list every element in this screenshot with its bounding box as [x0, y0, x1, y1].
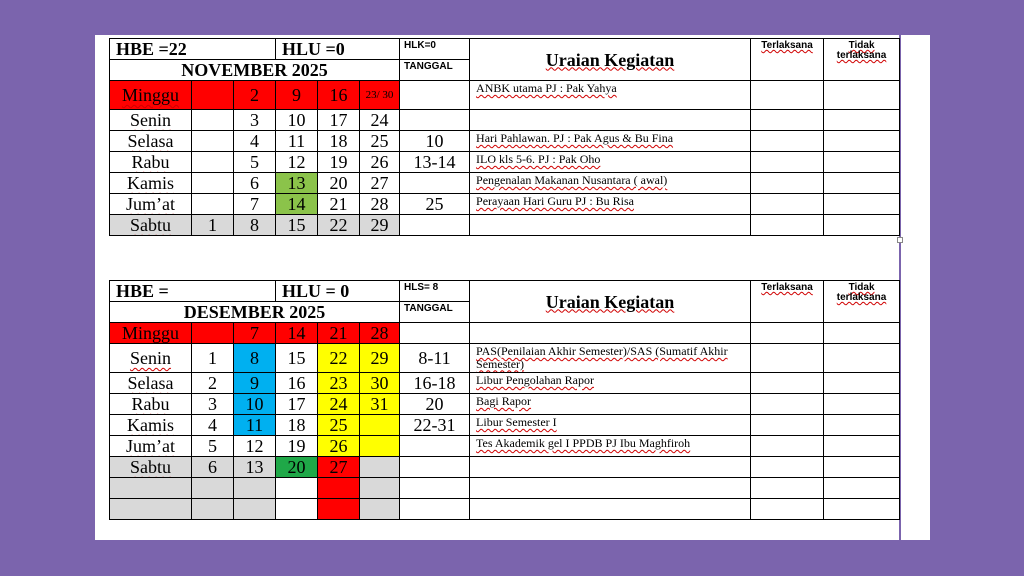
date-cell: 5 [234, 152, 276, 173]
hlk-label: HLK=0 [400, 39, 470, 60]
hlu-label: HLU = 0 [276, 281, 400, 302]
tanggal-cell [400, 436, 470, 457]
activity-cell: Hari Pahlawan. PJ : Pak Agus & Bu Fina [470, 131, 751, 152]
terlaksana-cell [751, 415, 824, 436]
tidak-terlaksana-header: Tidak terlaksana [824, 281, 900, 323]
terlaksana-cell [751, 110, 824, 131]
date-cell: 7 [234, 194, 276, 215]
date-cell: 6 [192, 457, 234, 478]
terlaksana-cell [751, 323, 824, 344]
month-title: DESEMBER 2025 [110, 302, 400, 323]
tidak-terlaksana-cell [824, 323, 900, 344]
day-label: Kamis [110, 415, 192, 436]
tanggal-cell: 20 [400, 394, 470, 415]
activity-cell: Perayaan Hari Guru PJ : Bu Risa [470, 194, 751, 215]
tanggal-cell [400, 323, 470, 344]
activity-cell [470, 110, 751, 131]
day-label: Minggu [110, 323, 192, 344]
date-cell: 11 [276, 131, 318, 152]
day-label: Rabu [110, 394, 192, 415]
date-cell: 22 [318, 344, 360, 373]
empty-cell [110, 499, 192, 520]
date-cell: 2 [192, 373, 234, 394]
date-cell: 8 [234, 344, 276, 373]
terlaksana-cell [751, 436, 824, 457]
terlaksana-cell [751, 344, 824, 373]
december-calendar-table [109, 280, 900, 520]
terlaksana-cell [751, 81, 824, 110]
date-cell [192, 131, 234, 152]
tidak-terlaksana-cell [824, 436, 900, 457]
tanggal-cell [400, 110, 470, 131]
activity-cell: Bagi Rapor [470, 394, 751, 415]
empty-cell [276, 478, 318, 499]
date-cell: 4 [234, 131, 276, 152]
date-cell: 13 [276, 173, 318, 194]
terlaksana-cell [751, 373, 824, 394]
tidak-terlaksana-cell [824, 457, 900, 478]
date-cell: 17 [318, 110, 360, 131]
date-cell: 9 [276, 81, 318, 110]
empty-cell [360, 478, 400, 499]
empty-cell [110, 478, 192, 499]
tanggal-cell: 13-14 [400, 152, 470, 173]
date-cell [192, 152, 234, 173]
terlaksana-cell [751, 215, 824, 236]
date-cell: 23/ 30 [360, 81, 400, 110]
empty-cell [751, 499, 824, 520]
empty-cell [318, 499, 360, 520]
date-cell: 25 [318, 415, 360, 436]
day-label: Minggu [110, 81, 192, 110]
tanggal-cell [400, 173, 470, 194]
date-cell: 1 [192, 215, 234, 236]
date-cell: 26 [318, 436, 360, 457]
date-cell: 19 [276, 436, 318, 457]
date-cell: 12 [234, 436, 276, 457]
uraian-kegiatan-header: Uraian Kegiatan [470, 281, 751, 323]
day-label: Senin [110, 344, 192, 373]
date-cell: 27 [360, 173, 400, 194]
empty-cell [318, 478, 360, 499]
tanggal-header: TANGGAL [400, 60, 470, 81]
date-cell: 15 [276, 344, 318, 373]
date-cell: 3 [234, 110, 276, 131]
date-cell: 2 [234, 81, 276, 110]
date-cell: 7 [234, 323, 276, 344]
empty-cell [400, 478, 470, 499]
terlaksana-header: Terlaksana [751, 281, 824, 323]
activity-cell: Libur Pengolahan Rapor [470, 373, 751, 394]
activity-cell: Tes Akademik gel I PPDB PJ Ibu Maghfiroh [470, 436, 751, 457]
empty-cell [360, 499, 400, 520]
date-cell: 18 [276, 415, 318, 436]
november-calendar-table [109, 38, 900, 236]
day-label: Kamis [110, 173, 192, 194]
date-cell: 28 [360, 323, 400, 344]
month-title: NOVEMBER 2025 [110, 60, 400, 81]
activity-cell [470, 323, 751, 344]
day-label: Jum’at [110, 436, 192, 457]
activity-cell: ANBK utama PJ : Pak Yahya [470, 81, 751, 110]
hlu-label: HLU =0 [276, 39, 400, 60]
date-cell: 24 [360, 110, 400, 131]
date-cell: 11 [234, 415, 276, 436]
date-cell: 21 [318, 323, 360, 344]
tanggal-cell [400, 215, 470, 236]
day-label: Jum’at [110, 194, 192, 215]
empty-cell [192, 499, 234, 520]
activity-cell: Libur Semester I [470, 415, 751, 436]
date-cell: 27 [318, 457, 360, 478]
date-cell: 21 [318, 194, 360, 215]
date-cell: 14 [276, 194, 318, 215]
terlaksana-header: Terlaksana [751, 39, 824, 81]
date-cell [192, 173, 234, 194]
tidak-terlaksana-header: Tidak terlaksana [824, 39, 900, 81]
date-cell: 19 [318, 152, 360, 173]
date-cell [192, 194, 234, 215]
tidak-terlaksana-cell [824, 415, 900, 436]
date-cell: 18 [318, 131, 360, 152]
activity-cell [470, 215, 751, 236]
tanggal-cell: 25 [400, 194, 470, 215]
empty-cell [470, 478, 751, 499]
date-cell: 28 [360, 194, 400, 215]
tidak-terlaksana-cell [824, 131, 900, 152]
empty-cell [824, 499, 900, 520]
day-label: Sabtu [110, 457, 192, 478]
activity-cell: PAS(Penilaian Akhir Semester)/SAS (Sumatif Akhir Semester) [470, 344, 751, 373]
activity-cell [470, 457, 751, 478]
day-label: Senin [110, 110, 192, 131]
empty-cell [470, 499, 751, 520]
date-cell: 9 [234, 373, 276, 394]
date-cell: 16 [318, 81, 360, 110]
terlaksana-cell [751, 194, 824, 215]
tidak-terlaksana-cell [824, 110, 900, 131]
tidak-terlaksana-cell [824, 152, 900, 173]
date-cell: 22 [318, 215, 360, 236]
date-cell: 4 [192, 415, 234, 436]
terlaksana-cell [751, 457, 824, 478]
tidak-terlaksana-cell [824, 173, 900, 194]
tanggal-header: TANGGAL [400, 302, 470, 323]
day-label: Selasa [110, 131, 192, 152]
uraian-kegiatan-header: Uraian Kegiatan [470, 39, 751, 81]
tanggal-cell [400, 457, 470, 478]
terlaksana-cell [751, 394, 824, 415]
hbe-label: HBE =22 [110, 39, 276, 60]
day-label: Rabu [110, 152, 192, 173]
date-cell: 31 [360, 394, 400, 415]
hls-label: HLS= 8 [400, 281, 470, 302]
date-cell: 16 [276, 373, 318, 394]
date-cell: 20 [276, 457, 318, 478]
date-cell: 30 [360, 373, 400, 394]
terlaksana-cell [751, 173, 824, 194]
activity-cell: Pengenalan Makanan Nusantara ( awal) [470, 173, 751, 194]
empty-cell [192, 478, 234, 499]
date-cell: 10 [234, 394, 276, 415]
empty-cell [400, 499, 470, 520]
tanggal-cell [400, 81, 470, 110]
empty-cell [234, 499, 276, 520]
tanggal-cell: 8-11 [400, 344, 470, 373]
date-cell: 1 [192, 344, 234, 373]
terlaksana-cell [751, 131, 824, 152]
hbe-label: HBE = [110, 281, 276, 302]
date-cell: 3 [192, 394, 234, 415]
date-cell: 23 [318, 373, 360, 394]
tidak-terlaksana-cell [824, 215, 900, 236]
tidak-terlaksana-cell [824, 373, 900, 394]
date-cell: 15 [276, 215, 318, 236]
terlaksana-cell [751, 152, 824, 173]
tanggal-cell: 22-31 [400, 415, 470, 436]
date-cell: 29 [360, 215, 400, 236]
date-cell: 10 [276, 110, 318, 131]
date-cell: 6 [234, 173, 276, 194]
tidak-terlaksana-cell [824, 194, 900, 215]
date-cell: 25 [360, 131, 400, 152]
tidak-terlaksana-cell [824, 344, 900, 373]
empty-cell [234, 478, 276, 499]
date-cell [360, 415, 400, 436]
date-cell: 17 [276, 394, 318, 415]
activity-cell: ILO kls 5-6. PJ : Pak Oho [470, 152, 751, 173]
day-label: Selasa [110, 373, 192, 394]
tanggal-cell: 16-18 [400, 373, 470, 394]
date-cell [192, 81, 234, 110]
date-cell: 5 [192, 436, 234, 457]
date-cell [192, 110, 234, 131]
date-cell: 24 [318, 394, 360, 415]
empty-cell [276, 499, 318, 520]
tanggal-cell: 10 [400, 131, 470, 152]
date-cell: 12 [276, 152, 318, 173]
empty-cell [751, 478, 824, 499]
date-cell: 29 [360, 344, 400, 373]
date-cell: 14 [276, 323, 318, 344]
date-cell [360, 457, 400, 478]
date-cell: 20 [318, 173, 360, 194]
day-label: Sabtu [110, 215, 192, 236]
date-cell [192, 323, 234, 344]
date-cell [360, 436, 400, 457]
date-cell: 26 [360, 152, 400, 173]
resize-handle[interactable] [897, 237, 903, 243]
tidak-terlaksana-cell [824, 394, 900, 415]
date-cell: 13 [234, 457, 276, 478]
empty-cell [824, 478, 900, 499]
tidak-terlaksana-cell [824, 81, 900, 110]
date-cell: 8 [234, 215, 276, 236]
